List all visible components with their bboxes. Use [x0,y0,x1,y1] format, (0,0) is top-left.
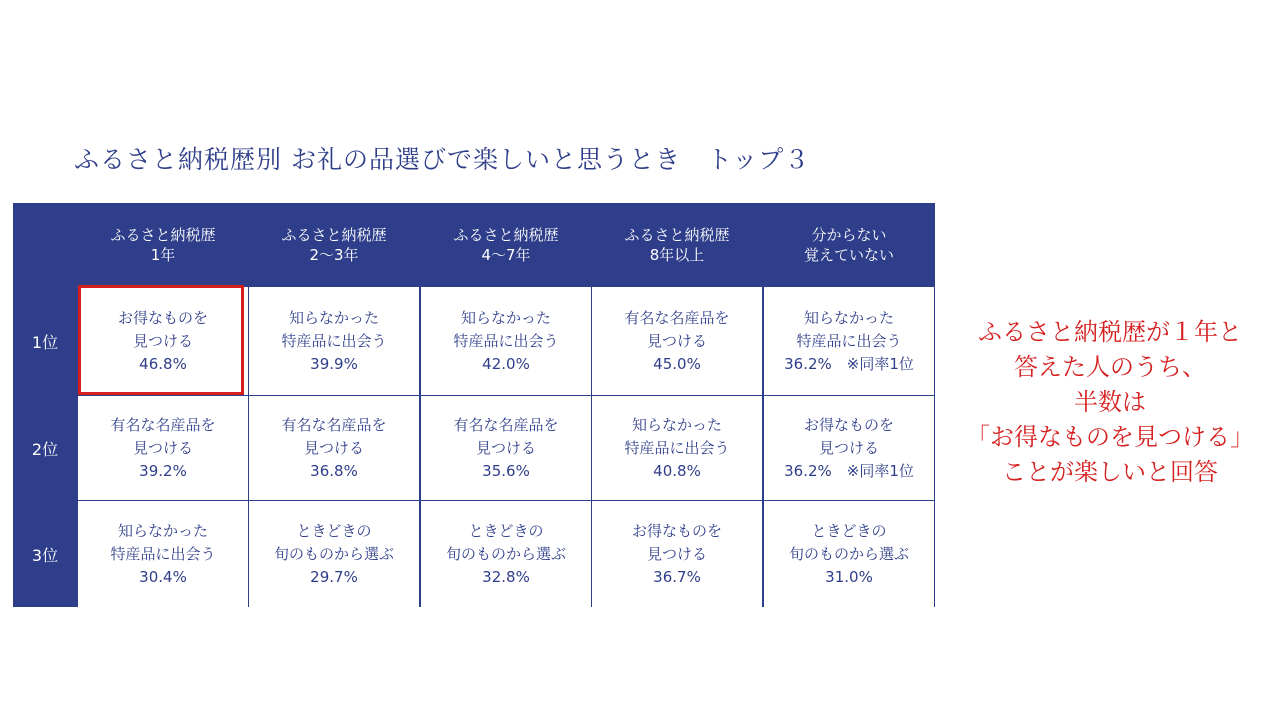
cell-text: 旬のものから選ぶ [788,544,909,563]
cell-text: 知らなかった [117,521,208,540]
rank-label: 3位 [31,545,59,565]
table-cell [421,501,591,607]
cell-value: 40.8% [653,461,701,480]
column-header-line: 1年 [150,246,176,264]
cell-value: 42.0% [482,354,530,373]
table-cell [421,287,591,395]
column-header-line: ふるさと納税歴 [624,226,730,244]
column-header [421,203,591,287]
column-header-line: ふるさと納税歴 [281,226,387,244]
cell-text: 見つける [818,438,879,457]
column-header-line: ふるさと納税歴 [453,226,559,244]
cell-text: お得なものを [803,415,894,434]
cell-value: 36.2% ※同率1位 [784,354,914,373]
cell-text: 有名な名産品を [453,415,559,434]
table-cell [592,501,762,607]
cell-text: 有名な名産品を [281,415,387,434]
cell-value: 35.6% [482,461,530,480]
table-cell [764,501,934,607]
cell-text: 特産品に出会う [624,438,730,457]
cell-text: 旬のものから選ぶ [273,544,394,563]
column-header [78,203,248,287]
table-cell [249,501,419,607]
cell-value: 36.2% ※同率1位 [784,461,914,480]
column-header-line: ふるさと納税歴 [110,226,216,244]
page-title: ふるさと納税歴別 お礼の品選びで楽しいと思うとき トップ３ [74,145,811,174]
cell-text: 特産品に出会う [453,331,559,350]
table-cell [764,287,934,395]
cell-value: 46.8% [139,354,187,373]
cell-text: 特産品に出会う [796,331,902,350]
cell-text: 有名な名産品を [110,415,216,434]
cell-value: 36.8% [310,461,358,480]
table-cell [592,287,762,395]
cell-text: 見つける [646,331,707,350]
column-header-line: 4～7年 [481,246,531,264]
cell-text: 知らなかった [460,308,551,327]
rank-label: 1位 [31,332,59,352]
column-header-line: 8年以上 [649,246,705,264]
note-line: 半数は [1074,388,1146,416]
table-cell [249,287,419,395]
cell-value: 36.7% [653,567,701,586]
cell-text: 特産品に出会う [110,544,216,563]
cell-text: 知らなかった [631,415,722,434]
table-cell [592,396,762,500]
cell-value: 39.9% [310,354,358,373]
cell-text: 見つける [132,331,193,350]
cell-value: 29.7% [310,567,358,586]
note-line: ふるさと納税歴が１年と [978,318,1242,346]
note-line: 「お得なものを見つける」 [966,423,1254,451]
cell-value: 31.0% [825,567,873,586]
cell-text: 有名な名産品を [624,308,730,327]
cell-text: ときどきの [811,521,887,540]
cell-text: 旬のものから選ぶ [445,544,566,563]
cell-text: ときどきの [468,521,544,540]
cell-value: 32.8% [482,567,530,586]
note-line: ことが楽しいと回答 [1002,458,1218,486]
cell-text: ときどきの [296,521,372,540]
ranking-table [13,203,935,607]
cell-text: 見つける [646,544,707,563]
cell-text: 特産品に出会う [281,331,387,350]
annotation-note [950,315,1270,490]
table-cell [78,396,248,500]
cell-text: 見つける [132,438,193,457]
column-header-line: 覚えていない [803,246,894,264]
table-cell [421,396,591,500]
note-line: 答えた人のうち、 [1014,353,1206,381]
cell-text: 見つける [303,438,364,457]
cell-text: お得なものを [117,308,208,327]
column-header [764,203,934,287]
cell-text: 見つける [475,438,536,457]
cell-text: お得なものを [631,521,722,540]
column-header [249,203,419,287]
cell-value: 30.4% [139,567,187,586]
column-header [592,203,762,287]
rank-label: 2位 [31,439,59,459]
table-cell [249,396,419,500]
column-header-line: 2～3年 [309,246,359,264]
table-cell [764,396,934,500]
column-header-line: 分からない [811,226,887,244]
cell-text: 知らなかった [288,308,379,327]
cell-value: 39.2% [139,461,187,480]
cell-text: 知らなかった [803,308,894,327]
cell-value: 45.0% [653,354,701,373]
table-cell [78,501,248,607]
highlight-box [78,285,244,395]
